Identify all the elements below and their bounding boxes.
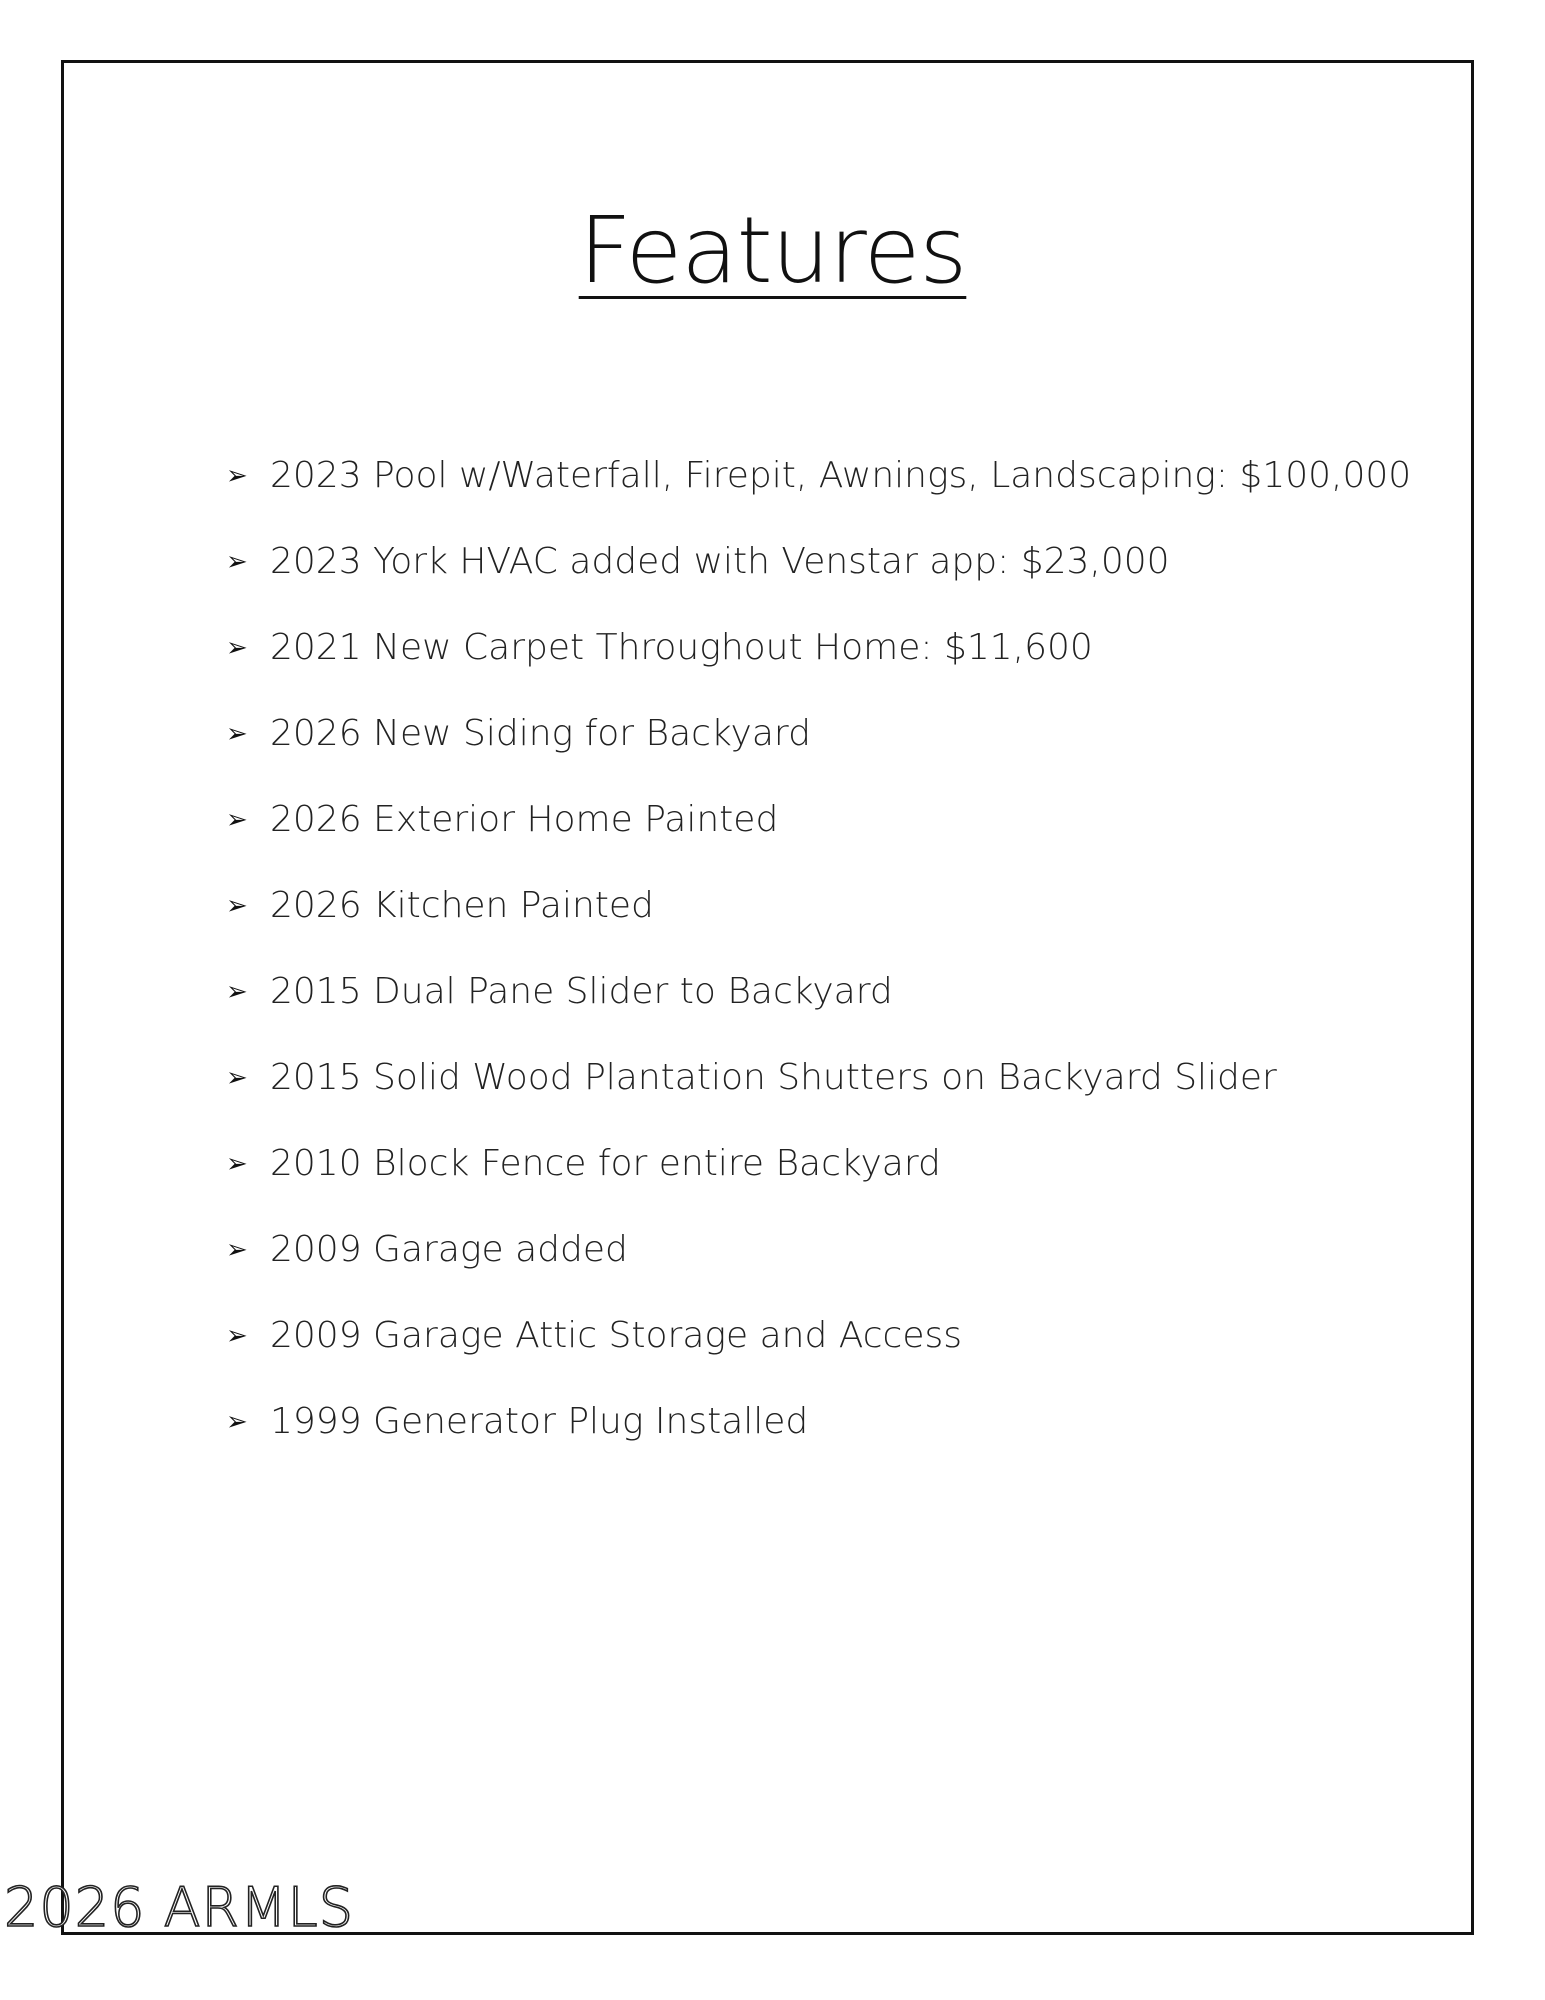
arrow-bullet-icon: ➢ (226, 891, 248, 921)
list-item (226, 1206, 1411, 1292)
arrow-bullet-icon: ➢ (226, 1235, 248, 1265)
list-item (226, 1292, 1411, 1378)
arrow-bullet-icon: ➢ (226, 719, 248, 749)
list-item (226, 1378, 1411, 1464)
feature-text: 2021 New Carpet Throughout Home: $11,600 (270, 626, 1093, 668)
feature-text: 2026 Exterior Home Painted (270, 798, 779, 840)
arrow-bullet-icon: ➢ (226, 547, 248, 577)
arrow-bullet-icon: ➢ (226, 461, 248, 491)
arrow-bullet-icon: ➢ (226, 633, 248, 663)
list-item (226, 518, 1411, 604)
feature-text: 2023 York HVAC added with Venstar app: $23,000 (270, 540, 1170, 582)
copyright-watermark: 2026 ARMLS (4, 1876, 355, 1939)
list-item (226, 948, 1411, 1034)
feature-text: 2010 Block Fence for entire Backyard (270, 1142, 941, 1184)
list-item (226, 432, 1411, 518)
feature-text: 2026 Kitchen Painted (270, 884, 654, 926)
features-list (226, 432, 1411, 1464)
feature-text: 2023 Pool w/Waterfall, Firepit, Awnings, Landscaping: $100,000 (270, 454, 1412, 496)
feature-text: 2009 Garage Attic Storage and Access (270, 1314, 962, 1356)
list-item (226, 862, 1411, 948)
arrow-bullet-icon: ➢ (226, 1149, 248, 1179)
list-item (226, 1034, 1411, 1120)
list-item (226, 690, 1411, 776)
arrow-bullet-icon: ➢ (226, 805, 248, 835)
arrow-bullet-icon: ➢ (226, 1321, 248, 1351)
feature-text: 1999 Generator Plug Installed (270, 1400, 809, 1442)
arrow-bullet-icon: ➢ (226, 1407, 248, 1437)
page-title: Features (578, 197, 967, 304)
feature-text: 2015 Solid Wood Plantation Shutters on Backyard Slider (270, 1056, 1277, 1098)
feature-text: 2026 New Siding for Backyard (270, 712, 811, 754)
list-item (226, 1120, 1411, 1206)
list-item (226, 604, 1411, 690)
page-title-container (0, 196, 1545, 306)
arrow-bullet-icon: ➢ (226, 1063, 248, 1093)
feature-text: 2009 Garage added (270, 1228, 628, 1270)
list-item (226, 776, 1411, 862)
arrow-bullet-icon: ➢ (226, 977, 248, 1007)
feature-text: 2015 Dual Pane Slider to Backyard (270, 970, 893, 1012)
